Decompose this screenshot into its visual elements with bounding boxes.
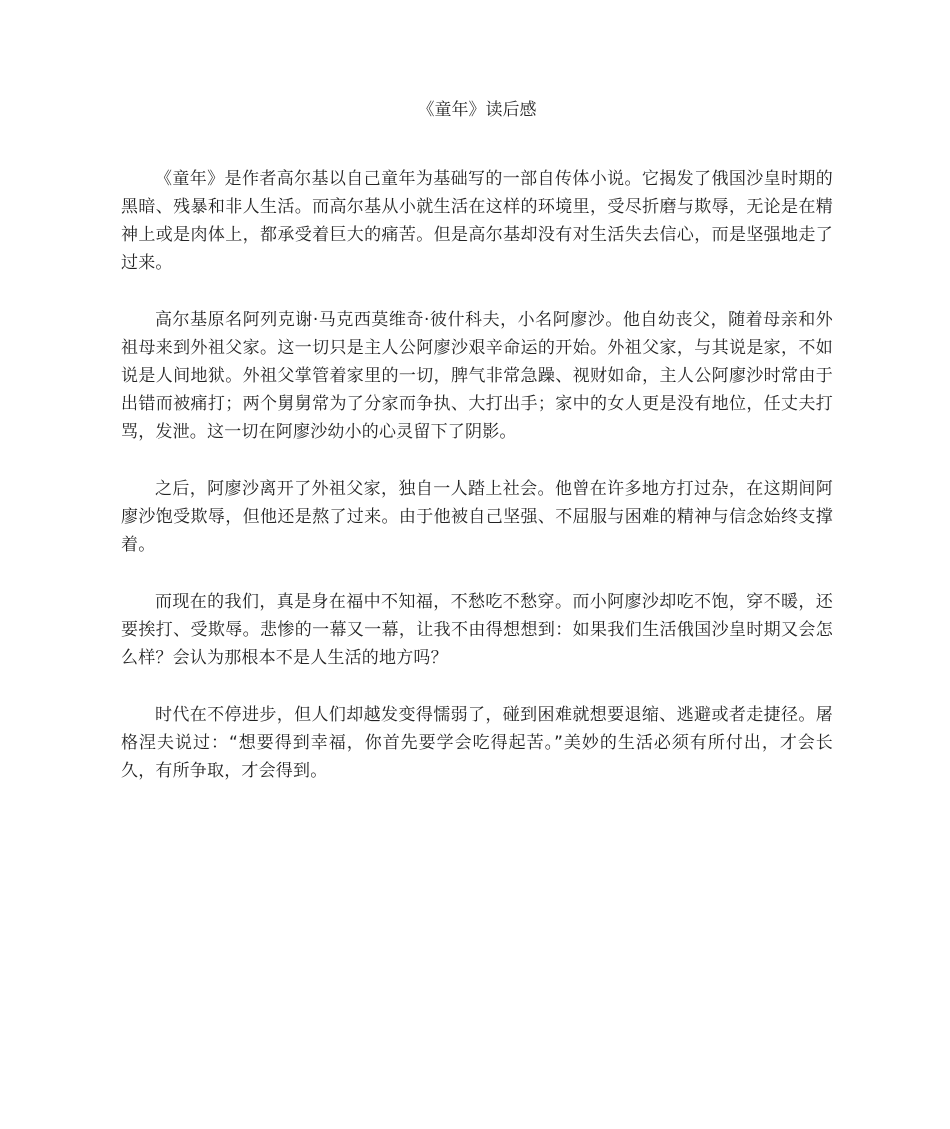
document-content xyxy=(121,96,833,814)
paragraph-5: 时代在不停进步，但人们却越发变得懦弱了，碰到困难就想要退缩、逃避或者走捷径。屠格涅夫说过：“想要得到幸福，你首先要学会吃得起苦。”美妙的生活必须有所付出，才会长久，有所争取，才会得到。 xyxy=(121,705,833,781)
paragraph-4: 而现在的我们，真是身在福中不知福，不愁吃不愁穿。而小阿廖沙却吃不饱，穿不暖，还要挨打、受欺辱。悲惨的一幕又一幕，让我不由得想想到：如果我们生活俄国沙皇时期又会怎么样？会认为那根本不是人生活的地方吗？ xyxy=(121,592,833,668)
document-title: 《童年》读后感 xyxy=(417,100,537,120)
paragraph-3: 之后，阿廖沙离开了外祖父家，独自一人踏上社会。他曾在许多地方打过杂，在这期间阿廖沙饱受欺辱，但他还是熬了过来。由于他被自己坚强、不屈服与困难的精神与信念始终支撑着。 xyxy=(121,479,833,555)
paragraph-2: 高尔基原名阿列克谢·马克西莫维奇·彼什科夫，小名阿廖沙。他自幼丧父，随着母亲和外祖母来到外祖父家。这一切只是主人公阿廖沙艰辛命运的开始。外祖父家，与其说是家，不如说是人间地狱。外祖父掌管着家里的一切，脾气非常急躁、视财如命，主人公阿廖沙时常由于出错而被痛打；两个舅舅常为了分家而争执、大打出手；家中的女人更是没有地位，任丈夫打骂，发泄。这一切在阿廖沙幼小的心灵留下了阴影。 xyxy=(121,310,833,442)
paragraph-1: 《童年》是作者高尔基以自己童年为基础写的一部自传体小说。它揭发了俄国沙皇时期的黑暗、残暴和非人生活。而高尔基从小就生活在这样的环境里，受尽折磨与欺辱，无论是在精神上或是肉体上，都承受着巨大的痛苦。但是高尔基却没有对生活失去信心，而是坚强地走了过来。 xyxy=(121,169,833,273)
